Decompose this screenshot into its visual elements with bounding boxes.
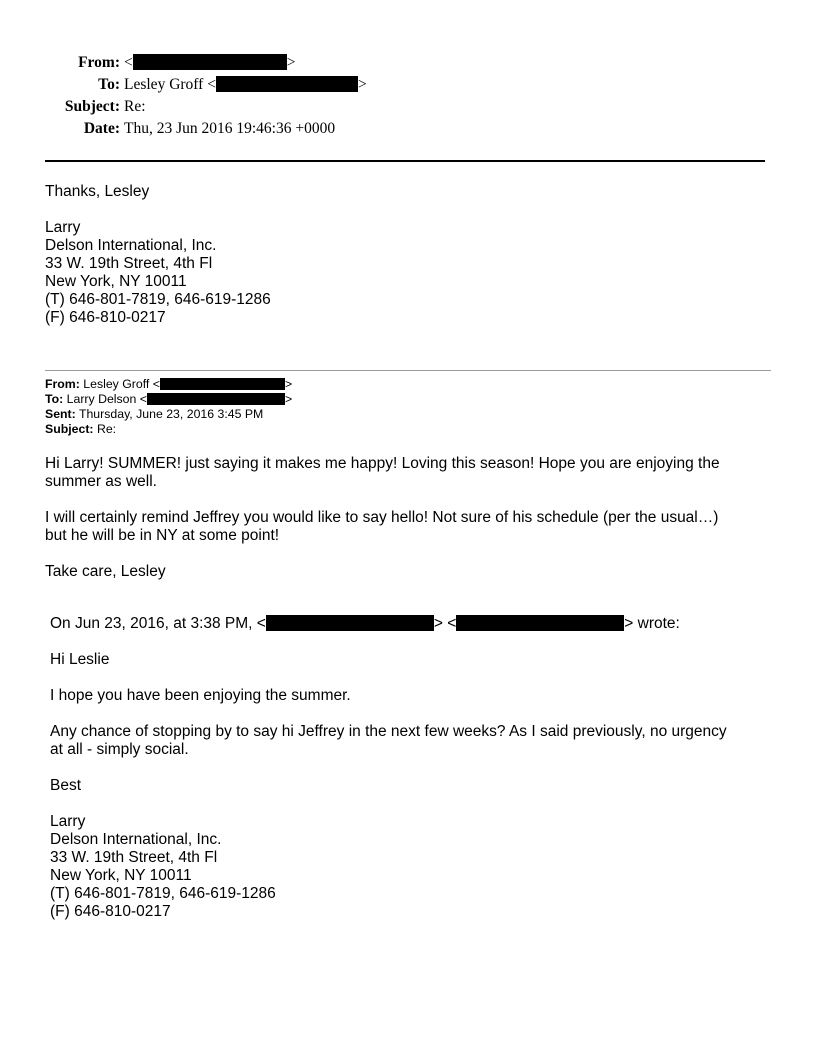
from-label: From: [78, 54, 120, 71]
signature-line: 33 W. 19th Street, 4th Fl [50, 849, 218, 866]
message-line: Any chance of stopping by to say hi Jeffrey in the next few weeks? As I said previously, no urgency [50, 723, 727, 740]
signature-line: 33 W. 19th Street, 4th Fl [45, 255, 213, 272]
message-line: at all - simply social. [50, 741, 189, 758]
lesley-message [45, 455, 720, 581]
original-signature [50, 813, 727, 921]
signature-line: (F) 646-810-0217 [50, 903, 171, 920]
redaction-bar [266, 615, 434, 631]
quoted-header [45, 377, 292, 437]
to-name: Lesley Groff < [124, 76, 216, 93]
subject-value: Re: [124, 98, 146, 115]
bracket-close: > [284, 377, 293, 391]
to-bracket-close: > [357, 76, 367, 93]
signature-line: Delson International, Inc. [45, 237, 217, 254]
original-greeting: Hi Leslie [50, 651, 110, 668]
redaction-bar [133, 54, 287, 70]
quote-divider [45, 370, 771, 371]
to-value [124, 74, 367, 96]
message-line: summer as well. [45, 473, 157, 490]
intro-mid: > < [433, 615, 457, 632]
reply-body [45, 183, 271, 327]
quoted-sent-row [45, 407, 292, 422]
reply-greeting: Thanks, Lesley [45, 183, 150, 200]
original-message [50, 615, 727, 921]
redaction-bar [160, 378, 285, 390]
quoted-from-label: From: [45, 377, 80, 391]
quoted-to-label: To: [45, 392, 64, 406]
original-intro [50, 615, 727, 633]
message-line: but he will be in NY at some point! [45, 527, 280, 544]
message-line: Hi Larry! SUMMER! just saying it makes me happy! Loving this season! Hope you are enjoying the [45, 455, 720, 472]
quoted-from-value: Lesley Groff < [83, 377, 160, 391]
quoted-sent-label: Sent: [45, 407, 76, 421]
quoted-sent-value: Thursday, June 23, 2016 3:45 PM [78, 407, 264, 421]
signature-line: Delson International, Inc. [50, 831, 222, 848]
quoted-to-row [45, 392, 292, 407]
reply-signature [45, 219, 271, 327]
signature-line: (T) 646-801-7819, 646-619-1286 [45, 291, 271, 308]
signature-line: New York, NY 10011 [50, 867, 192, 884]
quoted-subject-label: Subject: [45, 422, 94, 436]
signature-line: New York, NY 10011 [45, 273, 187, 290]
date-label: Date: [83, 120, 120, 137]
bracket-close: > [284, 392, 293, 406]
from-bracket-open: < [124, 54, 133, 71]
intro-suffix: > wrote: [624, 615, 680, 632]
signature-line: Larry [50, 813, 86, 830]
intro-prefix: On Jun 23, 2016, at 3:38 PM, < [50, 615, 266, 632]
signature-line: (F) 646-810-0217 [45, 309, 166, 326]
redaction-bar [216, 76, 358, 92]
to-label: To: [98, 76, 120, 93]
date-value: Thu, 23 Jun 2016 19:46:36 +0000 [124, 120, 336, 137]
quoted-from-row [45, 377, 292, 392]
redaction-bar [147, 393, 285, 405]
from-value [124, 52, 296, 74]
message-closing: Take care, Lesley [45, 563, 166, 580]
subject-label: Subject: [64, 98, 120, 115]
signature-line: (T) 646-801-7819, 646-619-1286 [50, 885, 276, 902]
quoted-subject-value: Re: [96, 422, 117, 436]
from-bracket-close: > [286, 54, 296, 71]
signature-line: Larry [45, 219, 81, 236]
quoted-subject-row [45, 422, 292, 437]
sign-off: Best [50, 777, 82, 794]
message-line: I hope you have been enjoying the summer. [50, 687, 351, 704]
redaction-bar [456, 615, 624, 631]
quoted-to-value: Larry Delson < [66, 392, 147, 406]
message-line: I will certainly remind Jeffrey you would like to say hello! Not sure of his schedule (per the usual…) [45, 509, 719, 526]
header-divider [45, 160, 765, 162]
